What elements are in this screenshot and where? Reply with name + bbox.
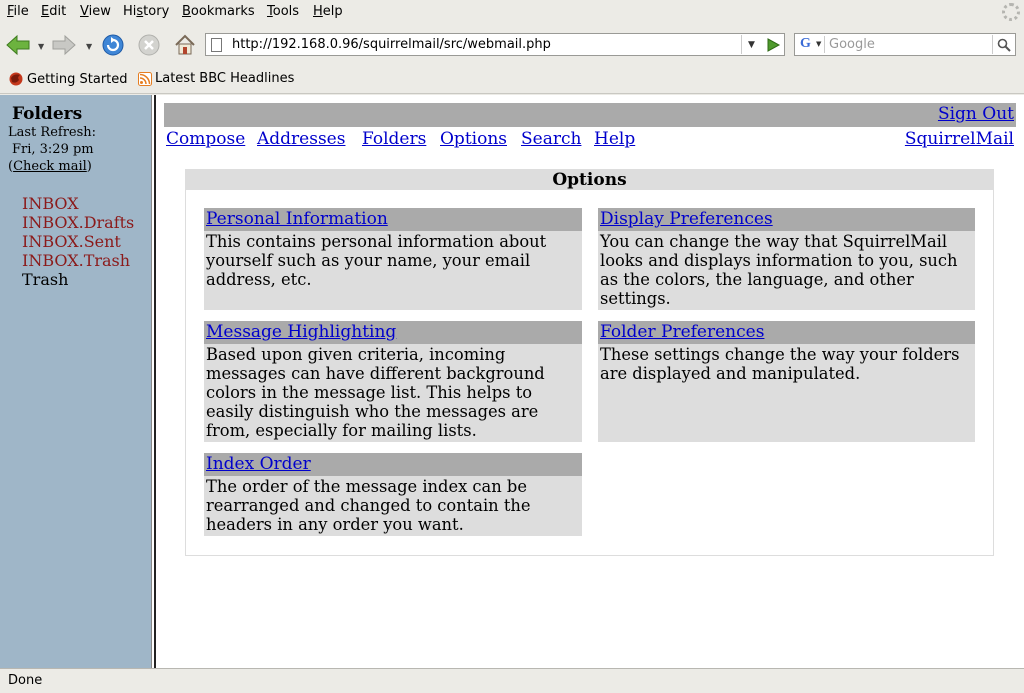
nav-options[interactable]: Options	[440, 129, 507, 149]
sign-out-link[interactable]: Sign Out	[937, 104, 1014, 124]
page-icon	[211, 38, 222, 52]
back-arrow-icon	[5, 34, 31, 56]
menu-help-label: elp	[322, 4, 343, 19]
option-card-personal-information	[204, 208, 582, 310]
bookmark-label: Latest BBC Headlines	[155, 71, 295, 86]
paren-open: (	[8, 159, 14, 174]
menu-file-accel: F	[7, 4, 14, 19]
go-button[interactable]	[762, 34, 784, 56]
url-dropdown-icon[interactable]: ▼	[741, 35, 761, 54]
last-refresh-label: Last Refresh:	[8, 125, 97, 140]
folder-inbox[interactable]: INBOX	[22, 194, 79, 213]
throbber-icon	[1002, 3, 1020, 21]
folder-inbox-trash[interactable]: INBOX.Trash	[22, 251, 131, 270]
url-text: http://192.168.0.96/squirrelmail/src/webmail.php	[232, 37, 551, 52]
menu-bar	[0, 0, 1024, 25]
folders-title: Folders	[12, 104, 83, 124]
menu-edit-accel: E	[41, 4, 50, 19]
menu-bookmarks-accel: B	[182, 4, 191, 19]
index-order-link[interactable]: Index Order	[206, 454, 311, 474]
rss-feed-icon	[138, 72, 152, 86]
check-mail-row	[8, 159, 92, 174]
paren-close: )	[86, 159, 92, 174]
display-preferences-link[interactable]: Display Preferences	[600, 209, 773, 229]
menu-tools-label: ools	[272, 4, 300, 19]
options-title: Options	[552, 170, 627, 190]
status-text: Done	[8, 673, 43, 688]
message-highlighting-link[interactable]: Message Highlighting	[206, 322, 397, 342]
menu-edit[interactable]	[41, 4, 66, 19]
reload-button[interactable]	[99, 31, 127, 59]
stop-button[interactable]	[135, 31, 163, 59]
nav-folders[interactable]: Folders	[362, 129, 427, 149]
menu-tools[interactable]	[267, 4, 299, 19]
option-card-index-order	[204, 453, 582, 536]
folder-inbox-drafts[interactable]: INBOX.Drafts	[22, 213, 135, 232]
squirrelmail-link[interactable]: SquirrelMail	[904, 129, 1014, 149]
option-card-message-highlighting	[204, 321, 582, 442]
search-engine-selector[interactable]	[797, 36, 825, 53]
back-button[interactable]	[4, 31, 32, 59]
options-header	[186, 170, 993, 190]
nav-addresses[interactable]: Addresses	[257, 129, 346, 149]
menu-view-label: iew	[88, 4, 111, 19]
home-icon	[173, 33, 197, 57]
option-card-header	[204, 208, 582, 231]
home-button[interactable]	[171, 31, 199, 59]
option-card-header	[598, 321, 975, 344]
folder-inbox-sent[interactable]: INBOX.Sent	[22, 232, 121, 251]
forward-arrow-icon	[51, 34, 77, 56]
back-history-dropdown-icon[interactable]: ▼	[38, 42, 45, 51]
forward-history-dropdown-icon[interactable]: ▼	[86, 42, 93, 51]
url-bar[interactable]	[205, 33, 785, 56]
bookmarks-toolbar	[0, 65, 1024, 94]
search-button[interactable]	[992, 35, 1014, 54]
search-box[interactable]	[794, 33, 1016, 56]
check-mail-link[interactable]: Check mail	[13, 159, 87, 174]
menu-view[interactable]	[80, 4, 111, 19]
stop-icon	[137, 33, 161, 57]
option-card-header	[598, 208, 975, 231]
top-bar	[164, 103, 1016, 127]
go-arrow-icon	[765, 37, 781, 53]
option-card-display-preferences	[598, 208, 975, 310]
options-panel	[185, 169, 994, 556]
option-card-header	[204, 321, 582, 344]
option-card-description: Based upon given criteria, incoming messages can have different background colors in the message list. This helps to easily distinguish who the messages are from, especially for mailing lists.	[206, 345, 545, 440]
menu-file[interactable]	[7, 4, 29, 19]
nav-compose[interactable]: Compose	[166, 129, 246, 149]
menu-tools-accel: T	[267, 4, 273, 19]
menu-edit-label: dit	[49, 4, 67, 19]
option-card-description: This contains personal information about yourself such as your name, your email address, etc.	[206, 232, 547, 289]
menu-bookmarks[interactable]	[182, 4, 255, 19]
engine-dropdown-icon: ▼	[816, 40, 822, 48]
bookmark-bbc-headlines[interactable]	[138, 71, 294, 86]
menu-history-label: tory	[143, 4, 170, 19]
search-placeholder: Google	[829, 37, 875, 52]
nav-search[interactable]: Search	[521, 129, 582, 149]
page-content	[0, 95, 1024, 668]
menu-file-label: ile	[13, 4, 29, 19]
menu-help-accel: H	[313, 4, 323, 19]
option-card-folder-preferences	[598, 321, 975, 442]
main-frame	[156, 95, 1024, 668]
menu-history-pre: Hi	[123, 4, 137, 19]
option-card-description: You can change the way that SquirrelMail looks and displays information to you, such as the colors, the language, and other settings.	[600, 232, 958, 308]
firefox-bookmark-icon	[8, 71, 24, 87]
menu-history[interactable]	[123, 4, 169, 19]
nav-help[interactable]: Help	[594, 129, 636, 149]
bookmark-label: Getting Started	[27, 71, 128, 87]
reload-icon	[101, 33, 125, 57]
menu-bookmarks-label: ookmarks	[190, 4, 255, 19]
personal-information-link[interactable]: Personal Information	[206, 209, 388, 229]
folder-trash[interactable]: Trash	[22, 270, 69, 289]
magnifier-icon	[997, 38, 1011, 52]
option-card-description: The order of the message index can be rearranged and changed to contain the headers in any order you want.	[206, 477, 531, 534]
folder-preferences-link[interactable]: Folder Preferences	[600, 322, 765, 342]
forward-button[interactable]	[50, 31, 78, 59]
option-card-description: These settings change the way your folders are displayed and manipulated.	[600, 345, 960, 383]
google-icon: G	[800, 36, 811, 51]
menu-view-accel: V	[80, 4, 89, 19]
status-bar	[0, 668, 1024, 693]
menu-help[interactable]	[313, 4, 343, 19]
option-card-header	[204, 453, 582, 476]
bookmark-getting-started[interactable]	[8, 71, 128, 87]
last-refresh-time: Fri, 3:29 pm	[12, 142, 94, 157]
menu-history-accel: s	[136, 4, 144, 19]
folders-pane	[0, 95, 151, 668]
